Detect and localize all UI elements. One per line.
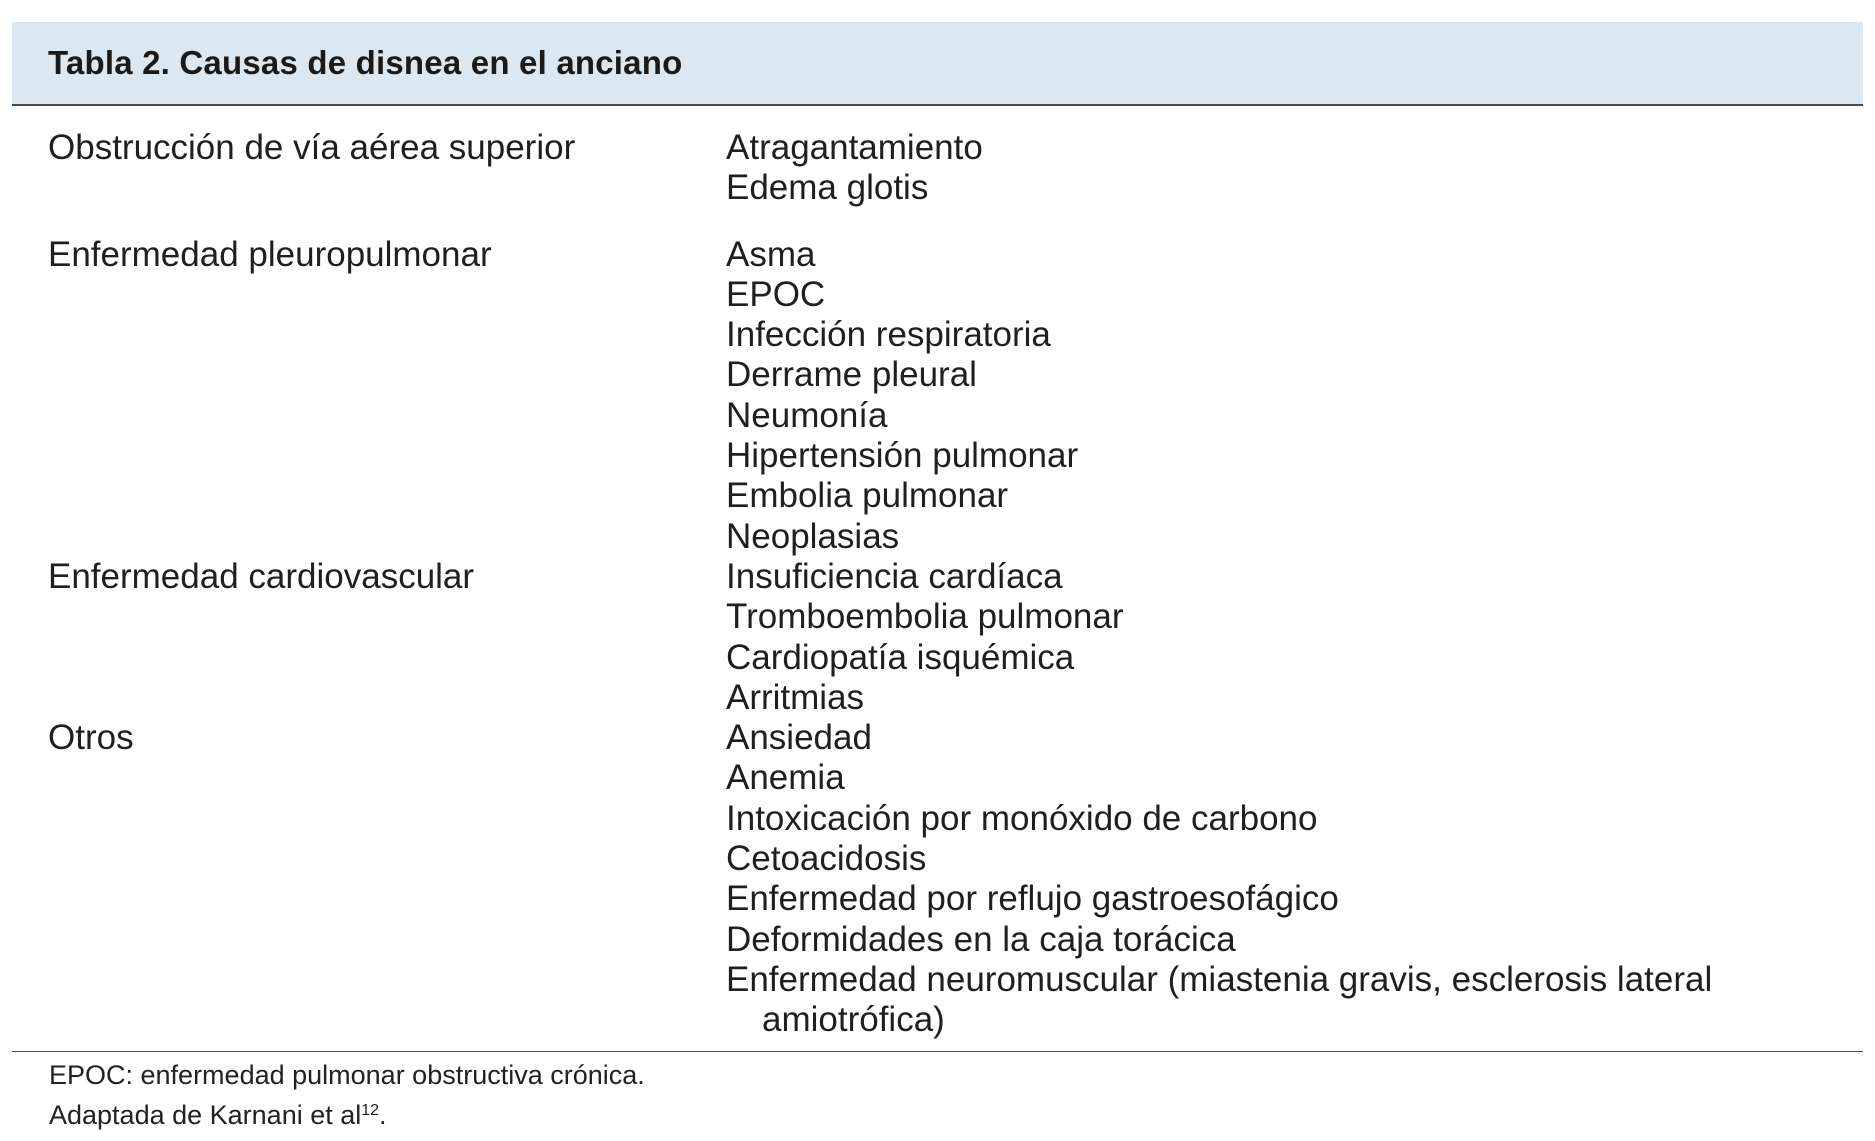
category-label: Obstrucción de vía aérea superior (48, 128, 576, 167)
list-item: Atragantamiento (726, 128, 983, 167)
list-item: Neoplasias (726, 516, 900, 556)
table-group-upper-airway (12, 128, 1863, 209)
table-body (12, 106, 1863, 1052)
list-item: Insuficiencia cardíaca (726, 556, 1063, 596)
item-list (726, 128, 1863, 209)
footnote-abbreviation: EPOC: enfermedad pulmonar obstructiva crónica. (49, 1060, 645, 1090)
list-item: EPOC (726, 274, 826, 314)
table-title-bar (12, 22, 1863, 106)
list-item: Embolia pulmonar (726, 476, 1009, 516)
list-item: Neumonía (726, 395, 888, 435)
list-item: Arritmias (726, 677, 865, 717)
table-group-cardiovascular (12, 557, 1863, 718)
list-item: Enfermedad neuromuscular (miastenia gravis, esclerosis lateral amiotrófica) (726, 959, 1713, 1040)
list-item: Deformidades en la caja torácica (726, 919, 1236, 959)
table-group-pleuropulmonary (12, 235, 1863, 557)
list-item: Enfermedad por reflujo gastroesofágico (726, 879, 1339, 919)
list-item: Edema glotis (726, 168, 929, 208)
list-item: Infección respiratoria (726, 315, 1051, 355)
causes-table (12, 22, 1863, 1052)
footnote-source-text: Adaptada de Karnani et al (49, 1100, 362, 1130)
list-item: Ansiedad (726, 718, 872, 758)
item-list (726, 718, 1863, 1040)
list-item: Intoxicación por monóxido de carbono (726, 798, 1318, 838)
category-label: Enfermedad pleuropulmonar (48, 234, 492, 274)
table-title: Tabla 2. Causas de disnea en el anciano (48, 44, 683, 81)
list-item: Anemia (726, 758, 845, 798)
item-list (726, 235, 1863, 557)
list-item: Cetoacidosis (726, 839, 927, 879)
list-item: Hipertensión pulmonar (726, 436, 1079, 476)
list-item: Derrame pleural (726, 355, 977, 395)
table-group-others (12, 718, 1863, 1040)
table-footnotes (49, 1058, 645, 1133)
footnote-source-end: . (379, 1100, 387, 1130)
footnote-source (49, 1093, 645, 1133)
footnote-reference: 12 (361, 1102, 380, 1119)
category-label: Enfermedad cardiovascular (48, 556, 475, 596)
list-item: Tromboembolia pulmonar (726, 597, 1124, 637)
item-list (726, 557, 1863, 718)
list-item: Asma (726, 234, 816, 274)
list-item: Cardiopatía isquémica (726, 637, 1075, 677)
category-label: Otros (48, 718, 134, 758)
